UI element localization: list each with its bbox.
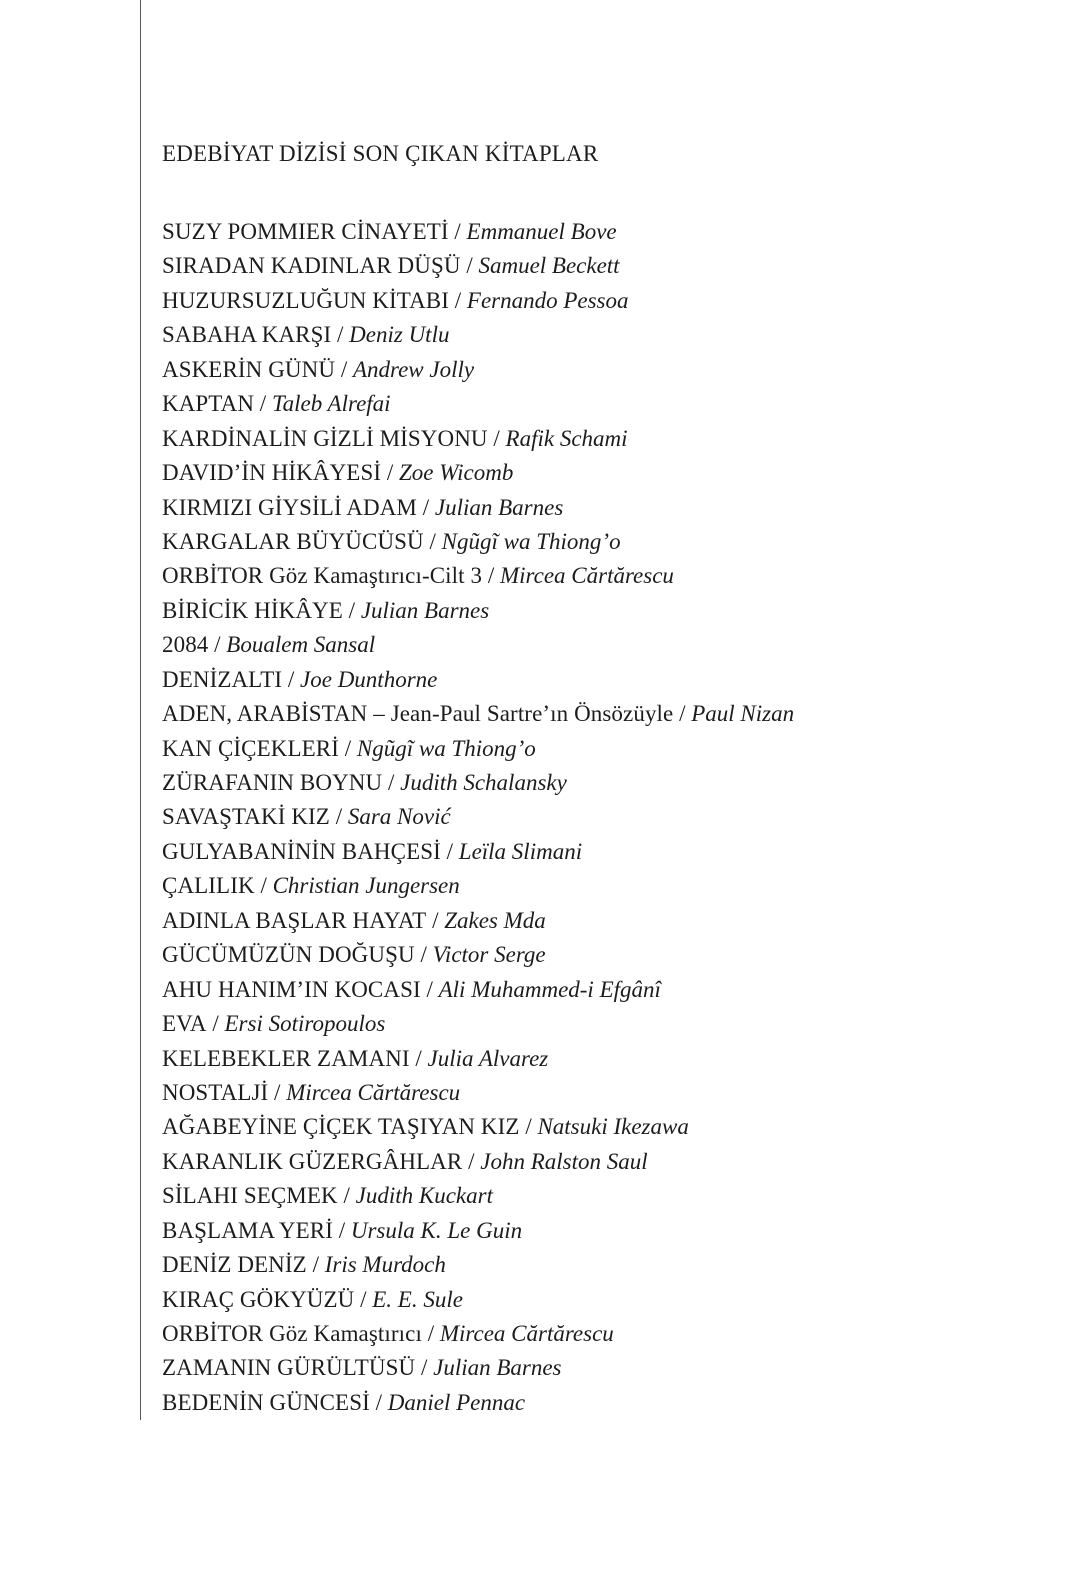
- book-title: 2084: [162, 632, 209, 658]
- title-author-separator: /: [306, 1252, 325, 1278]
- book-title: ADINLA BAŞLAR HAYAT: [162, 907, 427, 933]
- title-author-separator: /: [335, 356, 353, 382]
- title-author-separator: /: [409, 1045, 428, 1071]
- book-title: SABAHA KARŞI: [162, 322, 332, 348]
- title-author-separator: /: [331, 322, 350, 348]
- book-list-item: [162, 1248, 794, 1282]
- book-author: Zakes Mda: [444, 907, 546, 933]
- book-author: Mircea Cărtărescu: [286, 1079, 461, 1105]
- book-author: Julian Barnes: [360, 597, 490, 623]
- book-title: HUZURSUZLUĞUN KİTABI: [162, 287, 449, 313]
- book-list-item: [162, 491, 794, 525]
- book-author: Ngũgĩ wa Thiong’o: [356, 735, 536, 761]
- book-author: Ngũgĩ wa Thiong’o: [441, 528, 621, 554]
- title-author-separator: /: [420, 976, 439, 1002]
- book-list-item: [162, 697, 794, 731]
- book-title: DENİZ DENİZ: [162, 1252, 307, 1278]
- book-title: ORBİTOR Göz Kamaştırıcı: [162, 1321, 422, 1346]
- title-author-separator: /: [332, 1217, 351, 1243]
- title-author-separator: /: [673, 701, 692, 727]
- book-title: ZAMANIN GÜRÜLTÜSÜ: [162, 1355, 416, 1381]
- title-author-separator: /: [354, 1286, 373, 1312]
- book-title: KIRAÇ GÖKYÜZÜ: [162, 1286, 355, 1312]
- book-title: KARGALAR BÜYÜCÜSÜ: [162, 528, 424, 554]
- book-title: KAPTAN: [162, 391, 255, 417]
- title-author-separator: /: [382, 770, 401, 795]
- book-list-item: [162, 1214, 794, 1248]
- book-author: Ersi Sotiropoulos: [224, 1011, 386, 1037]
- book-list-item: [162, 215, 794, 249]
- book-title: ASKERİN GÜNÜ: [162, 356, 336, 382]
- title-author-separator: /: [487, 425, 506, 451]
- book-title: ADEN, ARABİSTAN – Jean-Paul Sartre’ın Önsözüyle: [162, 701, 674, 727]
- book-list-item: [162, 869, 794, 903]
- title-author-separator: /: [254, 873, 273, 899]
- book-title: ZÜRAFANIN BOYNU: [162, 770, 383, 795]
- title-author-separator: /: [482, 563, 500, 589]
- book-title: SAVAŞTAKİ KIZ: [162, 804, 330, 830]
- title-author-separator: /: [440, 838, 459, 864]
- book-author: Taleb Alrefai: [271, 391, 391, 417]
- book-list-item: [162, 1076, 794, 1110]
- book-title: SIRADAN KADINLAR DÜŞÜ: [162, 253, 461, 279]
- book-title: BAŞLAMA YERİ: [162, 1217, 333, 1243]
- book-author: John Ralston Saul: [480, 1148, 648, 1174]
- book-title: EVA: [162, 1011, 207, 1037]
- book-title: DAVID’İN HİKÂYESİ: [162, 460, 382, 486]
- title-author-separator: /: [369, 1389, 388, 1415]
- title-author-separator: /: [337, 1183, 356, 1209]
- book-author: Ursula K. Le Guin: [350, 1217, 523, 1243]
- book-list-item: [162, 628, 794, 662]
- book-author: Ali Muhammed-i Efgânî: [438, 976, 661, 1002]
- title-author-separator: /: [448, 219, 467, 244]
- book-title: GÜCÜMÜZÜN DOĞUŞU: [162, 942, 415, 968]
- book-list-item: [162, 318, 794, 352]
- book-author: Samuel Beckett: [478, 253, 620, 279]
- title-author-separator: /: [268, 1079, 287, 1105]
- book-title: KIRMIZI GİYSİLİ ADAM: [162, 494, 417, 520]
- title-author-separator: /: [381, 460, 400, 486]
- book-list-item: [162, 1042, 794, 1076]
- book-author: Deniz Utlu: [349, 322, 450, 348]
- book-author: Leïla Slimani: [458, 838, 583, 864]
- book-list-item: [162, 766, 794, 800]
- title-author-separator: /: [416, 494, 435, 520]
- book-author: Joe Dunthorne: [300, 666, 438, 692]
- book-list-item: [162, 456, 794, 490]
- book-title: BEDENİN GÜNCESİ: [162, 1389, 370, 1415]
- book-author: Julian Barnes: [434, 494, 564, 520]
- book-title: KARDİNALİN GİZLİ MİSYONU: [162, 425, 488, 451]
- book-title: ORBİTOR Göz Kamaştırıcı-Cilt 3: [162, 563, 483, 589]
- book-list-item: [162, 732, 794, 766]
- book-author: Natsuki Ikezawa: [537, 1114, 689, 1140]
- book-list-item: [162, 938, 794, 972]
- book-list-item: [162, 663, 794, 697]
- book-list-item: [162, 1386, 794, 1420]
- book-list-item: [162, 1145, 794, 1179]
- book-title: AĞABEYİNE ÇİÇEK TAŞIYAN KIZ: [162, 1114, 520, 1140]
- book-list-item: [162, 973, 794, 1007]
- book-author: E. E. Sule: [372, 1286, 463, 1312]
- title-author-separator: /: [342, 597, 361, 623]
- title-author-separator: /: [206, 1011, 225, 1037]
- book-list-item: [162, 1007, 794, 1041]
- book-list-item: [162, 559, 794, 593]
- book-list-item: [162, 835, 794, 869]
- book-author: Paul Nizan: [691, 701, 795, 727]
- book-author: Judith Schalansky: [400, 770, 567, 795]
- book-list-item: [162, 1317, 794, 1351]
- book-author: Zoe Wicomb: [399, 460, 514, 486]
- book-author: Emmanuel Bove: [466, 219, 617, 244]
- book-list-item: [162, 1283, 794, 1317]
- book-title: GULYABANİNİN BAHÇESİ: [162, 838, 441, 864]
- book-list-item: [162, 800, 794, 834]
- book-title: KAN ÇİÇEKLERİ: [162, 735, 339, 761]
- book-author: Iris Murdoch: [324, 1252, 446, 1278]
- book-list-item: [162, 249, 794, 283]
- title-author-separator: /: [421, 1321, 440, 1346]
- title-author-separator: /: [208, 632, 227, 658]
- book-author: Fernando Pessoa: [466, 287, 629, 313]
- title-author-separator: /: [519, 1114, 538, 1140]
- book-list-item: [162, 387, 794, 421]
- title-author-separator: /: [423, 528, 442, 554]
- book-author: Andrew Jolly: [352, 356, 475, 382]
- book-list-item: [162, 525, 794, 559]
- book-author: Judith Kuckart: [355, 1183, 493, 1209]
- book-author: Sara Nović: [347, 804, 451, 830]
- book-list-item: [162, 353, 794, 387]
- title-author-separator: /: [254, 391, 272, 417]
- book-title: DENİZALTI: [162, 666, 283, 692]
- title-author-separator: /: [460, 253, 479, 279]
- title-author-separator: /: [414, 942, 433, 968]
- title-author-separator: /: [282, 666, 301, 692]
- book-list-item: [162, 1351, 794, 1385]
- margin-rule: [140, 0, 141, 1420]
- book-list-item: [162, 904, 794, 938]
- book-author: Boualem Sansal: [226, 632, 376, 658]
- book-title: KELEBEKLER ZAMANI: [162, 1045, 410, 1071]
- title-author-separator: /: [462, 1148, 481, 1174]
- book-title: ÇALILIK: [162, 873, 255, 899]
- book-author: Julia Alvarez: [427, 1045, 549, 1071]
- title-author-separator: /: [426, 907, 445, 933]
- book-title: AHU HANIM’IN KOCASI: [162, 976, 421, 1002]
- book-list-item: [162, 1110, 794, 1144]
- title-author-separator: /: [329, 804, 348, 830]
- book-author: Victor Serge: [432, 942, 546, 968]
- book-author: Julian Barnes: [433, 1355, 562, 1381]
- title-author-separator: /: [449, 287, 467, 313]
- book-author: Christian Jungersen: [272, 873, 460, 899]
- book-author: Daniel Pennac: [387, 1389, 526, 1415]
- title-author-separator: /: [338, 735, 357, 761]
- title-author-separator: /: [415, 1355, 434, 1381]
- book-title: SUZY POMMIER CİNAYETİ: [162, 219, 449, 244]
- book-author: Mircea Cărtărescu: [499, 563, 674, 589]
- page-heading: EDEBİYAT DİZİSİ SON ÇIKAN KİTAPLAR: [162, 141, 599, 166]
- book-author: Mircea Cărtărescu: [439, 1321, 614, 1346]
- book-list: [162, 215, 794, 1420]
- book-list-item: [162, 422, 794, 456]
- book-title: KARANLIK GÜZERGÂHLAR: [162, 1148, 463, 1174]
- book-title: SİLAHI SEÇMEK: [162, 1183, 338, 1209]
- book-title: BİRİCİK HİKÂYE: [162, 597, 343, 623]
- book-title: NOSTALJİ: [162, 1079, 269, 1105]
- book-list-item: [162, 284, 794, 318]
- book-list-item: [162, 594, 794, 628]
- book-list-item: [162, 1179, 794, 1213]
- book-author: Rafik Schami: [505, 425, 628, 451]
